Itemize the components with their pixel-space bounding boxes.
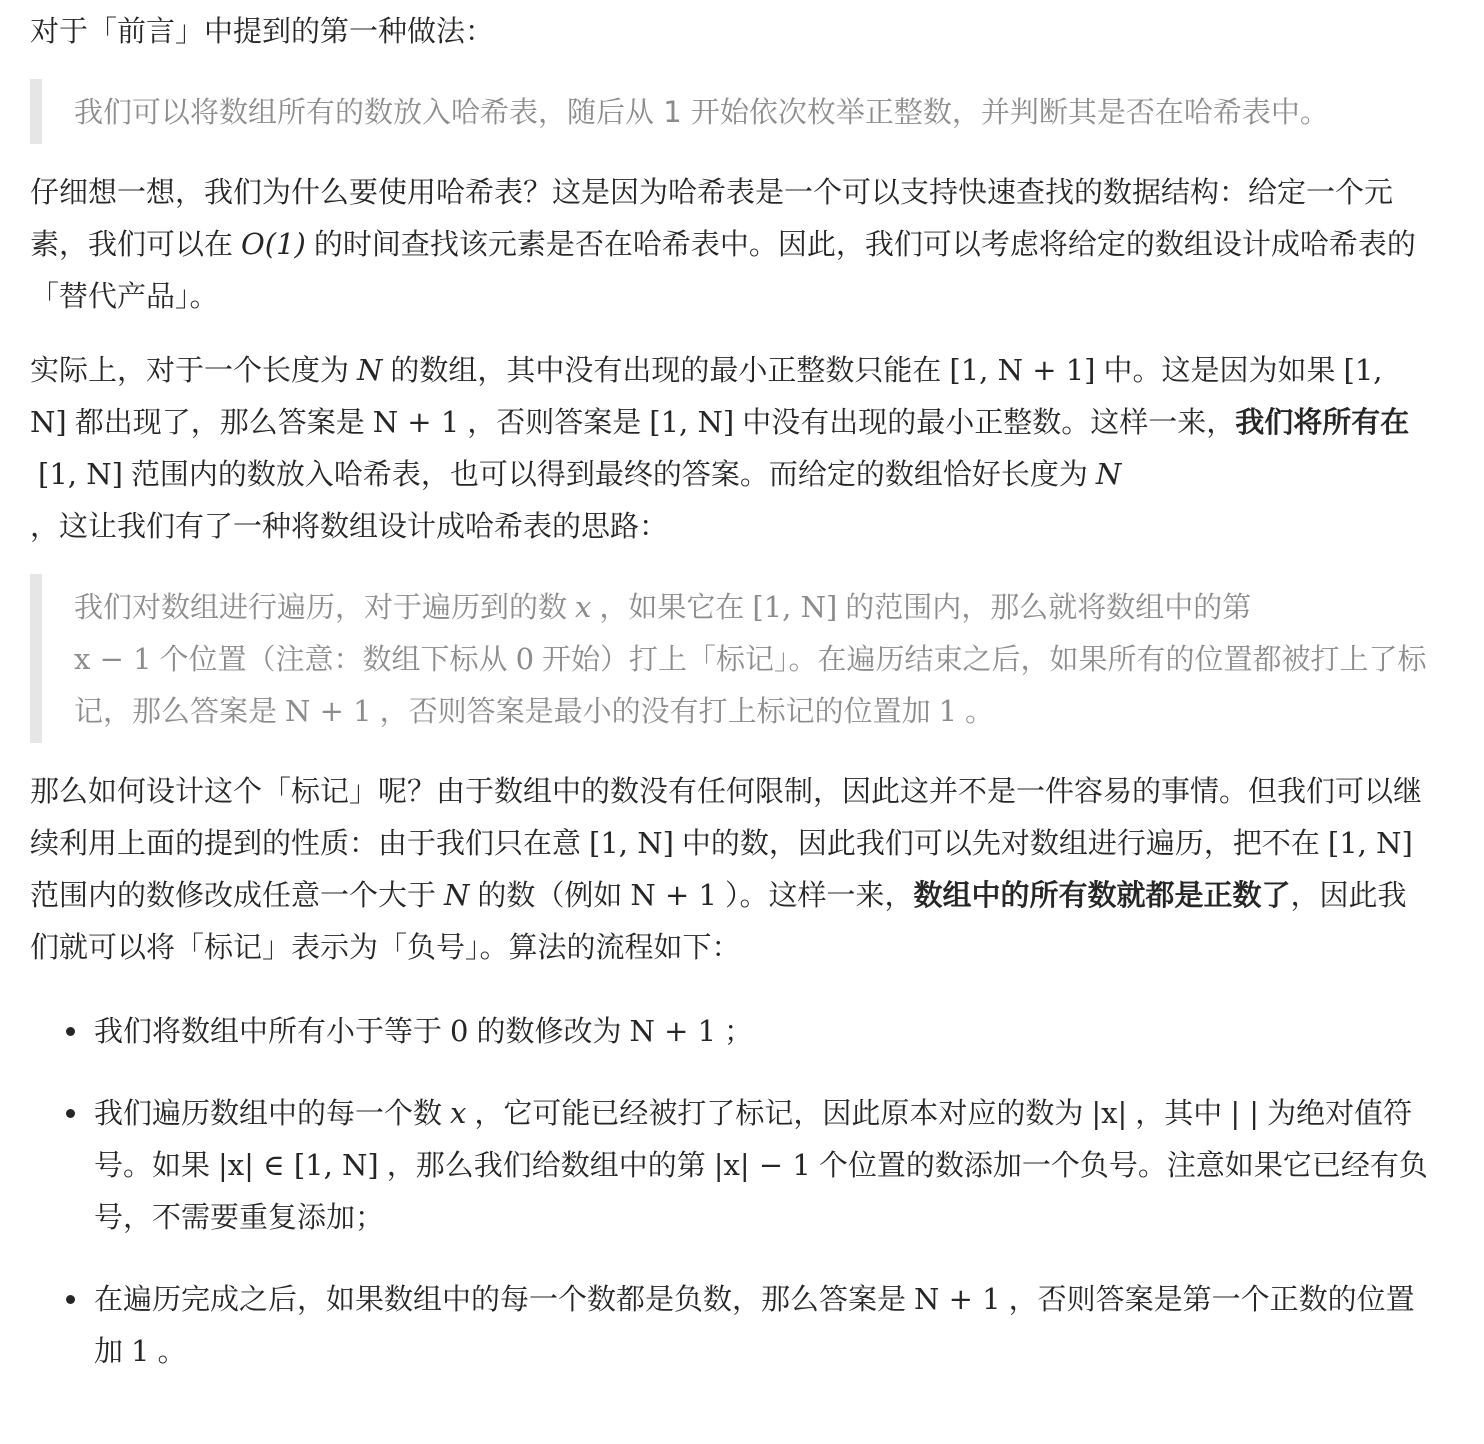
blockquote-marking-idea (30, 574, 1430, 743)
text-span: 我们将数组中所有小于等于 (94, 1014, 443, 1048)
math-abs-x: |x| (1091, 1096, 1128, 1130)
list-item (94, 1005, 1430, 1057)
text-span: 的范围内，那么就将数组中的第 (845, 590, 1252, 624)
text-span: 都出现了，那么答案是 (74, 405, 365, 439)
math-range: [1, N] (589, 826, 674, 860)
text-span: ，否则答案是 (467, 405, 642, 439)
math-range: [1, N] (38, 457, 123, 491)
text-span: 为绝对值符号。如果 (94, 1096, 1413, 1182)
math-range: [1, N + 1] (949, 353, 1096, 387)
bold-text: 我们将所有在 (1235, 405, 1410, 439)
text-span: ，因此我们就可以将「标记」表示为「负号」。算法的流程如下： (30, 878, 1407, 964)
paragraph-range-argument (30, 344, 1430, 552)
math-one: 1 (938, 694, 958, 728)
list-item (94, 1273, 1430, 1377)
text-span: ）。这样一来， (724, 878, 914, 912)
text-span: 。 (965, 694, 995, 728)
text-span: ，它可能已经被打了标记，因此原本对应的数为 (474, 1096, 1084, 1130)
math-o1: O(1) (241, 227, 306, 261)
math-zero: 0 (450, 1014, 469, 1048)
text-span: 。 (157, 1334, 187, 1368)
math-one: 1 (131, 1334, 150, 1368)
algorithm-steps-list (30, 1005, 1430, 1377)
intro-text: 对于「前言」中提到的第一种做法： (30, 14, 495, 48)
text-span: ； (724, 1014, 754, 1048)
text-span: ，否则答案是最小的没有打上标记的位置加 (379, 694, 931, 728)
text-span: 在遍历完成之后，如果数组中的每一个数都是负数，那么答案是 (94, 1282, 907, 1316)
text-span: ，如果它在 (599, 590, 745, 624)
list-item (94, 1087, 1430, 1243)
blockquote-hash-approach (30, 79, 1430, 144)
bold-text: 数组中的所有数就都是正数了 (913, 878, 1291, 912)
text-span: ，那么我们给数组中的第 (386, 1148, 706, 1182)
text-span: 开始）打上「标记」。在遍历结束之后，如果所有的位置都被打上了标记，那么答案是 (74, 642, 1427, 728)
text-span: 个位置（注意：数组下标从 (159, 642, 508, 676)
math-n: N (1095, 457, 1122, 491)
text-span: ，这让我们有了一种将数组设计成哈希表的思路： (30, 509, 669, 543)
math-range: [1, N] (30, 353, 1383, 439)
text-span: 范围内的数放入哈希表，也可以得到最终的答案。而给定的数组恰好长度为 (130, 457, 1088, 491)
math-expression: |x| − 1 (713, 1148, 811, 1182)
math-zero: 0 (515, 642, 535, 676)
text-span: 的数组，其中没有出现的最小正整数只能在 (390, 353, 942, 387)
math-expression: N + 1 (372, 405, 460, 439)
text-span: 的数修改为 (476, 1014, 622, 1048)
text-span: 的时间查找该元素是否在哈希表中。因此，我们可以考虑将给定的数组设计成哈希表的「替代产品」。 (30, 227, 1416, 313)
text-span: 实际上，对于一个长度为 (30, 353, 350, 387)
text-span: 个位置的数添加一个负号。注意如果它已经有负号，不需要重复添加； (94, 1148, 1428, 1234)
text-span: 我们遍历数组中的每一个数 (94, 1096, 443, 1130)
math-x: x (450, 1096, 467, 1130)
text-span: 那么如何设计这个「标记」呢？由于数组中的数没有任何限制，因此这并不是一件容易的事情。但我们可以继续利用上面的提到的性质：由于我们只在意 (30, 774, 1423, 860)
text-span: 范围内的数修改成任意一个大于 (30, 878, 437, 912)
paragraph-marking-design (30, 765, 1430, 973)
math-n: N (444, 878, 470, 912)
math-range: [1, N] (752, 590, 838, 624)
intro-paragraph (30, 0, 1430, 57)
math-expression: |x| ∈ [1, N] (218, 1148, 379, 1182)
text-span: 的数（例如 (477, 878, 623, 912)
text-span: 中没有出现的最小正整数。这样一来， (742, 405, 1236, 439)
math-range: [1, N] (649, 405, 735, 439)
math-x: x (575, 590, 592, 624)
text-span: ，其中 (1135, 1096, 1223, 1130)
math-expression: N + 1 (285, 694, 372, 728)
quote-text: 我们可以将数组所有的数放入哈希表，随后从 1 开始依次枚举正整数，并判断其是否在哈希表中。 (74, 95, 1329, 129)
math-abs-symbol: | | (1230, 1096, 1260, 1130)
paragraph-why-hash (30, 166, 1430, 322)
math-expression: N + 1 (914, 1282, 1001, 1316)
math-expression: N + 1 (630, 878, 717, 912)
text-span: 中的数，因此我们可以先对数组进行遍历，把不在 (681, 826, 1320, 860)
math-range: [1, N] (1327, 826, 1413, 860)
text-span: ，否则答案是第一个正数的位置加 (94, 1282, 1415, 1368)
math-n: N (357, 353, 383, 387)
text-span: 中。这是因为如果 (1103, 353, 1336, 387)
math-expression: x − 1 (74, 642, 152, 676)
math-expression: N + 1 (629, 1014, 717, 1048)
text-span: 我们对数组进行遍历，对于遍历到的数 (74, 590, 568, 624)
text-span: 仔细想一想，我们为什么要使用哈希表？这是因为哈希表是一个可以支持快速查找的数据结构：给定一个元素，我们可以在 (30, 175, 1394, 261)
